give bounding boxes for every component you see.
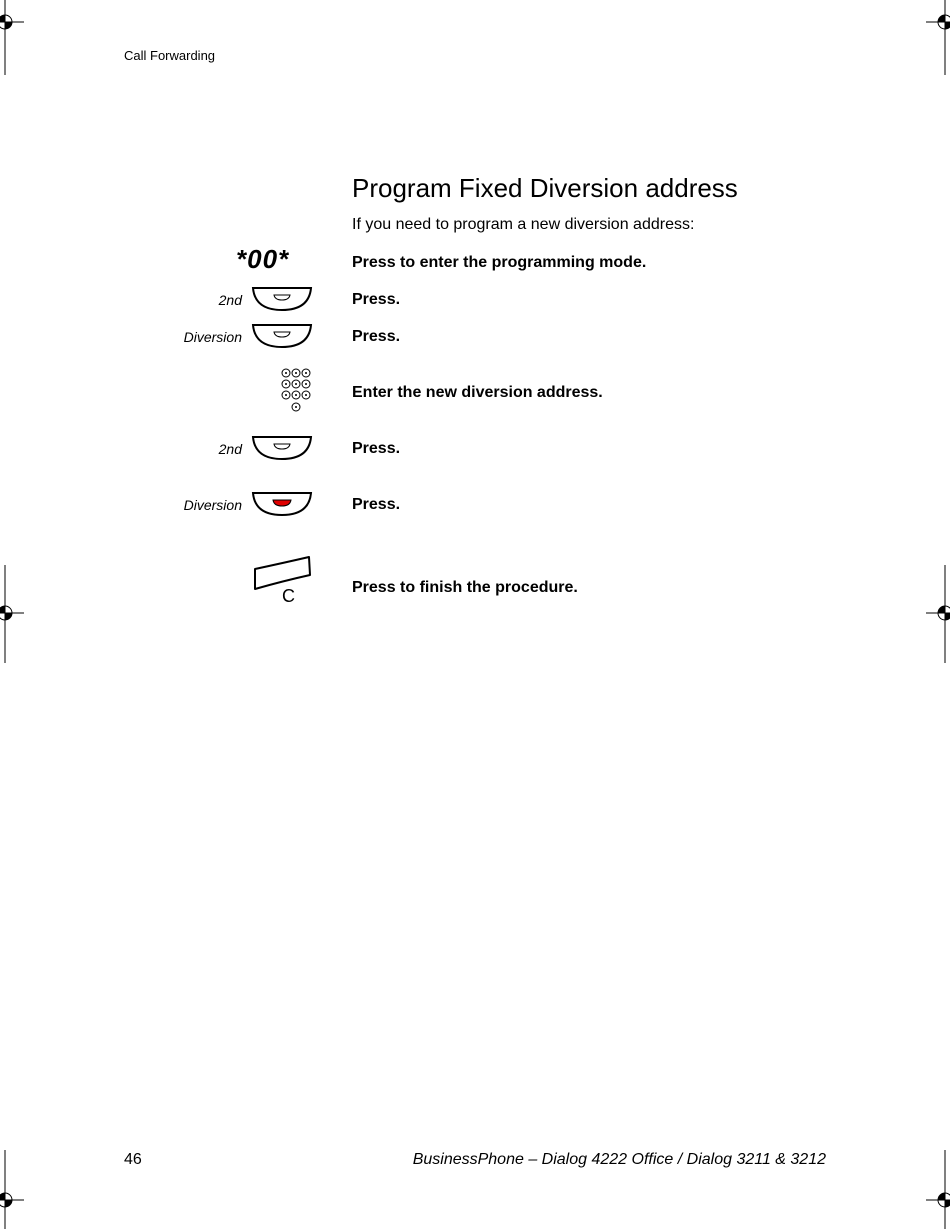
running-header: Call Forwarding (124, 48, 216, 63)
key-lit-red-icon (251, 491, 313, 517)
keypad-icon (280, 367, 314, 415)
step-3-text: Press. (352, 328, 401, 345)
document-title: BusinessPhone – Dialog 4222 Office / Dialog 3211 & 3212 (412, 1151, 826, 1168)
step-1-text: Press to enter the programming mode. (352, 254, 647, 271)
step-6-key-label: Diversion (183, 497, 242, 513)
key-icon (251, 323, 313, 349)
registration-mark-bottom-left-icon (0, 1150, 30, 1229)
registration-mark-bottom-right-icon (920, 1150, 950, 1229)
page-number: 46 (124, 1151, 142, 1168)
step-2-key-label: 2nd (218, 292, 242, 308)
registration-mark-mid-left-icon (0, 565, 30, 665)
step-5-key-label: 2nd (218, 441, 242, 457)
code-star-00-star-icon: *00* (236, 244, 290, 274)
registration-mark-top-right-icon (920, 0, 950, 80)
step-3-key-label: Diversion (183, 329, 242, 345)
intro-text: If you need to program a new diversion address: (352, 216, 695, 233)
step-2-text: Press. (352, 291, 401, 308)
step-5-text: Press. (352, 440, 401, 457)
registration-mark-mid-right-icon (920, 565, 950, 665)
key-icon (251, 286, 313, 312)
page-title: Program Fixed Diversion address (352, 173, 738, 203)
step-4-text: Enter the new diversion address. (352, 384, 603, 401)
step-6-text: Press. (352, 496, 401, 513)
step-7-text: Press to finish the procedure. (352, 579, 578, 596)
clear-key-letter: C (282, 586, 295, 606)
registration-mark-top-left-icon (0, 0, 30, 80)
key-icon (251, 435, 313, 461)
